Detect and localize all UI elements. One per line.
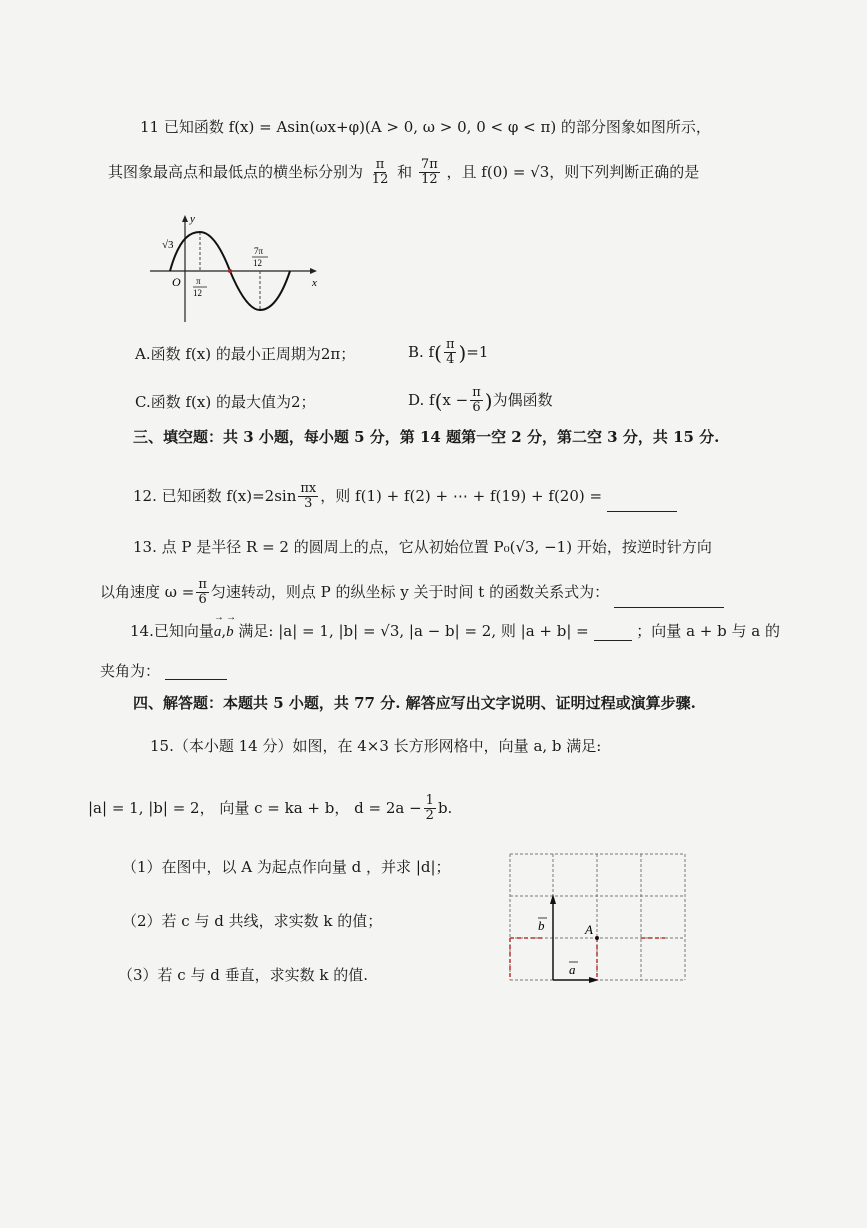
q11-option-d: D. f(x − $\frac{\pi}{6}$ )为偶函数 <box>408 385 553 416</box>
q11-option-a: A.函数 f(x) 的最小正周期为2π； <box>135 345 356 363</box>
q15-part3: （3）若 c 与 d 垂直，求实数 k 的值. <box>118 966 369 984</box>
q11-frac2: $\frac{7\pi}{12}$ <box>420 157 438 188</box>
q11-line2 <box>108 158 699 188</box>
q11-text2-post: ，且 f(0) = √3，则下列判断正确的是 <box>446 162 700 181</box>
y-axis-arrow <box>182 215 188 222</box>
vector-a-arrow <box>589 977 599 983</box>
label-A: A <box>585 922 593 937</box>
sqrt3-label: √3 <box>162 239 174 251</box>
q11-frac1: $\frac{\pi}{12}$ <box>371 157 389 188</box>
section-4-heading: 四、解答题：本题共 5 小题，共 77 分. 解答应写出文字说明、证明过程或演算步骤. <box>133 694 696 712</box>
q15-line1: 15.（本小题 14 分）如图，在 4×3 长方形网格中，向量 a, b 满足: <box>150 737 602 755</box>
q14-line1: 14.已知向量→ a,→ b 满足: |a| = 1, |b| = √3, |a − b| = 2, 则 |a + b| = ；向量 a + b 与 a 的 <box>130 622 780 641</box>
section-3-heading: 三、填空题：共 3 小题，每小题 5 分，第 14 题第一空 2 分，第二空 3 分，共 15 分. <box>133 428 720 446</box>
q11-and: 和 <box>397 162 413 181</box>
q13-answer-blank[interactable] <box>614 593 724 608</box>
q11-number: 11 <box>140 118 160 136</box>
q14-answer-blank-2[interactable] <box>165 665 227 680</box>
q12-answer-blank[interactable] <box>607 497 677 512</box>
q15-grid-figure <box>505 850 695 985</box>
q15-line2: |a| = 1, |b| = 2， 向量 c = ka + b， d = 2a − $\frac{1}{2}$ b. <box>88 793 453 824</box>
tick2-num: 7π <box>254 246 264 256</box>
origin-label: O <box>172 275 181 289</box>
tick1-num: π <box>196 276 201 286</box>
red-marks <box>510 938 665 980</box>
q11-option-c: C.函数 f(x) 的最大值为2； <box>135 393 316 411</box>
label-a: a <box>569 962 576 977</box>
tick2-den: 12 <box>253 258 262 268</box>
q15-part1: （1）在图中，以 A 为起点作向量 d ，并求 |d|； <box>122 858 451 876</box>
q13-line1: 13. 点 P 是半径 R = 2 的圆周上的点，它从初始位置 P₀(√3, −1) 开始，按逆时针方向 <box>133 538 712 556</box>
q14-answer-blank-1[interactable] <box>594 626 632 641</box>
q11-option-b: B. f( $\frac{\pi}{4}$ )=1 <box>408 337 489 368</box>
q12: 12. 已知函数 f(x)=2sin $\frac{\pi x}{3}$ ，则 f(1) + f(2) + ⋯ + f(19) + f(20) = <box>133 482 677 512</box>
q11-text1: 已知函数 f(x) = Asin(ωx+φ)(A > 0, ω > 0, 0 < φ < π) 的部分图象如图所示， <box>163 118 711 136</box>
x-axis-arrow <box>310 268 317 274</box>
q11-text2-pre: 其图象最高点和最低点的横坐标分别为 <box>108 162 364 181</box>
q14-line2: 夹角为： <box>100 662 227 680</box>
q15-part2: （2）若 c 与 d 共线，求实数 k 的值； <box>122 912 383 930</box>
x-label: x <box>312 277 317 289</box>
y-label: y <box>190 213 195 225</box>
tick1-den: 12 <box>193 288 202 298</box>
label-b: b <box>538 918 545 933</box>
q11-sine-graph <box>150 210 325 325</box>
zero-point <box>228 269 232 273</box>
q11-line1 <box>140 118 711 136</box>
q13-line2: 以角速度 ω = $\frac{\pi}{6}$ 匀速转动，则点 P 的纵坐标 y 关于时间 t 的函数关系式为： <box>100 578 724 608</box>
point-A <box>595 936 599 940</box>
